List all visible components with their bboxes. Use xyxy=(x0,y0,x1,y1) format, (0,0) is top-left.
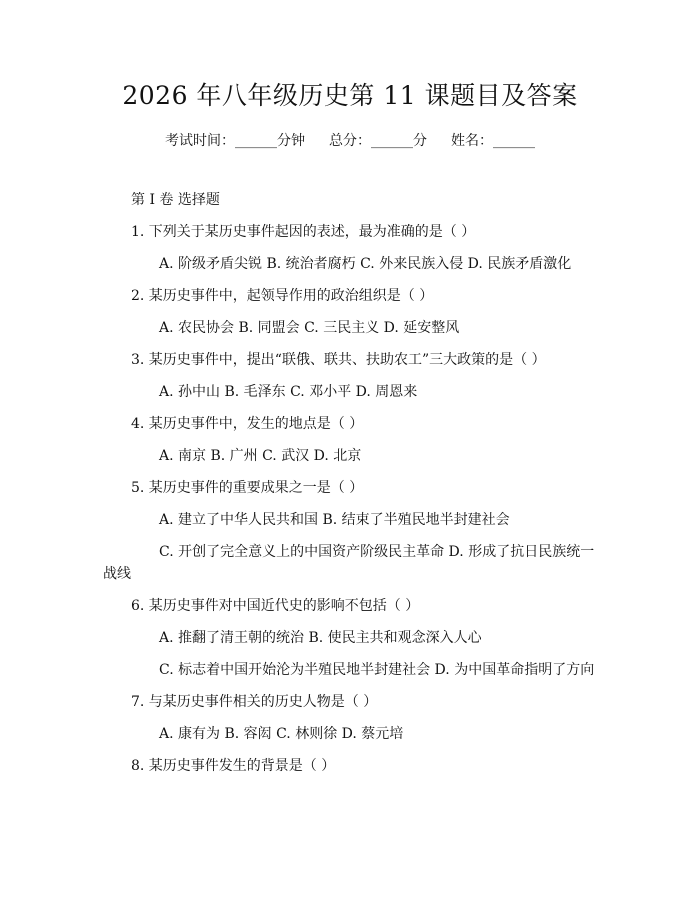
question-2-options: A. 农民协会 B. 同盟会 C. 三民主义 D. 延安整风 xyxy=(159,320,460,336)
question-7-options: A. 康有为 B. 容闳 C. 林则徐 D. 蔡元培 xyxy=(159,726,404,742)
question-6-options-ab: A. 推翻了清王朝的统治 B. 使民主共和观念深入人心 xyxy=(159,630,482,646)
section-title: 第 I 卷 选择题 xyxy=(131,192,220,208)
question-1-options: A. 阶级矛盾尖锐 B. 统治者腐朽 C. 外来民族入侵 D. 民族矛盾激化 xyxy=(159,256,572,272)
question-5-options-ab: A. 建立了中华人民共和国 B. 结束了半殖民地半封建社会 xyxy=(159,512,510,528)
question-6-options-cd: C. 标志着中国开始沦为半殖民地半封建社会 D. 为中国革命指明了方向 xyxy=(159,662,595,678)
question-5-options-cd: C. 开创了完全意义上的中国资产阶级民主革命 D. 形成了抗日民族统一 xyxy=(159,544,595,560)
document-title: 2026 年八年级历史第 11 课题目及答案 xyxy=(122,81,578,110)
exam-meta xyxy=(0,130,700,152)
total-score-label: 总分：______分 xyxy=(329,133,427,149)
question-1: 1. 下列关于某历史事件起因的表述，最为准确的是（ ） xyxy=(131,224,476,240)
question-4: 4. 某历史事件中，发生的地点是（ ） xyxy=(131,416,364,432)
exam-time-label: 考试时间：______分钟 xyxy=(165,133,305,149)
question-7: 7. 与某历史事件相关的历史人物是（ ） xyxy=(131,694,378,710)
student-name-label: 姓名：______ xyxy=(451,133,535,149)
question-6: 6. 某历史事件对中国近代史的影响不包括（ ） xyxy=(131,598,420,614)
question-8: 8. 某历史事件发生的背景是（ ） xyxy=(131,758,336,774)
question-3: 3. 某历史事件中，提出“联俄、联共、扶助农工”三大政策的是（ ） xyxy=(131,352,546,368)
question-5: 5. 某历史事件的重要成果之一是（ ） xyxy=(131,480,364,496)
question-5-options-continued: 战线 xyxy=(103,566,131,582)
question-4-options: A. 南京 B. 广州 C. 武汉 D. 北京 xyxy=(159,448,362,464)
question-3-options: A. 孙中山 B. 毛泽东 C. 邓小平 D. 周恩来 xyxy=(159,384,418,400)
question-2: 2. 某历史事件中，起领导作用的政治组织是（ ） xyxy=(131,288,434,304)
